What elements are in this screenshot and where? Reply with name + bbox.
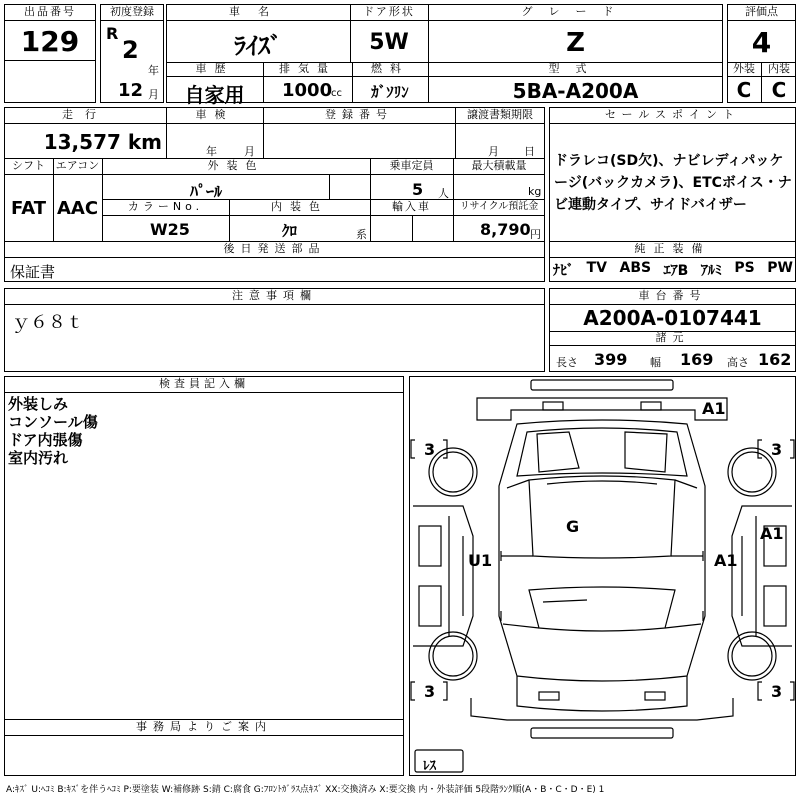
seats-unit: 人 xyxy=(438,187,449,200)
model-label: 型式 xyxy=(548,62,603,75)
damage-mark-front-right: A1 xyxy=(702,399,726,418)
height-label: 高さ xyxy=(727,356,749,369)
fuel-label: 燃料 xyxy=(371,62,409,75)
first-registration-label: 初度登録 xyxy=(110,5,154,18)
exterior-grade: C xyxy=(736,78,752,102)
inspector-label: 検査員記入欄 xyxy=(159,377,249,390)
tire-tread-rear-right: 3 xyxy=(771,682,783,701)
displacement-label: 排気量 xyxy=(279,62,336,75)
inspector-line: ドア内張傷 xyxy=(8,431,83,449)
reg-month: 12 xyxy=(118,80,144,101)
registration-number-label: 登録番号 xyxy=(325,108,393,121)
equipment-pw: PW xyxy=(767,260,793,276)
office-notice-label: 事務局よりご案内 xyxy=(136,720,272,733)
exterior-label: 外装 xyxy=(733,62,755,75)
exterior-color-label: 外装色 xyxy=(207,159,265,172)
later-parts-label: 後日発送部品 xyxy=(223,242,326,255)
notes-label: 注意事項欄 xyxy=(232,289,317,302)
ac: AAC xyxy=(56,198,99,219)
transfer-month-unit: 月 xyxy=(488,145,499,158)
mileage: 13,577 km xyxy=(43,130,162,154)
inspection-label: 車検 xyxy=(195,108,234,121)
max-load-unit: kg xyxy=(528,185,542,198)
month-unit: 月 xyxy=(148,88,159,101)
year-unit: 年 xyxy=(148,64,159,77)
ac-label: エアコン xyxy=(55,159,100,172)
interior-grade: C xyxy=(771,78,787,102)
interior-color-suffix: 系 xyxy=(356,228,367,241)
history-label: 車歴 xyxy=(195,62,234,75)
displacement: 1000 xyxy=(282,80,333,101)
inspection-year-unit: 年 xyxy=(206,145,217,158)
width: 169 xyxy=(680,350,714,369)
recycle-fee-unit: 円 xyxy=(530,228,541,241)
equipment-label: 純正装備 xyxy=(634,242,711,255)
fuel: ｶﾞｿﾘﾝ xyxy=(371,83,409,101)
notes-text: ｙ６８ｔ xyxy=(12,312,84,333)
inspector-line: 室内汚れ xyxy=(8,449,69,467)
model: 5BA-A200A xyxy=(512,79,639,103)
interior-label: 内装 xyxy=(768,62,790,75)
mileage-label: 走行 xyxy=(62,108,108,121)
inspector-line: コンソール傷 xyxy=(8,413,98,431)
damage-mark-left-door: U1 xyxy=(468,551,493,570)
inspector-line: 外装しみ xyxy=(8,395,69,413)
color-number: W25 xyxy=(150,220,190,239)
recycle-fee: 8,790 xyxy=(480,220,531,239)
spare-tire-mark: ﾚｽ xyxy=(423,759,436,774)
transfer-deadline-label: 譲渡書類期限 xyxy=(467,108,533,121)
damage-mark-roof: G xyxy=(566,517,580,536)
width-label: 幅 xyxy=(650,356,661,369)
exterior-color: ﾊﾟｰﾙ xyxy=(190,182,223,201)
later-parts: 保証書 xyxy=(10,263,56,281)
legend: A:ｷｽﾞ U:ﾍｺﾐ B:ｷｽﾞを伴うﾍｺﾐ P:要塗装 W:補修跡 S:錆 C:腐食 G:ﾌﾛﾝﾄｶﾞﾗｽ点ｷｽﾞ XX:交換済み X:要交換 内・外装評価 5段階ﾗﾝｸ順(A・B・C・D・E) 1 xyxy=(6,785,605,795)
car-name-label: 車名 xyxy=(229,5,287,18)
recycle-fee-label: リサイクル預託金 xyxy=(459,201,539,212)
score-label: 評価点 xyxy=(745,5,778,18)
inspection-month-unit: 月 xyxy=(244,145,255,158)
sales-points-label: セールスポイント xyxy=(604,108,740,121)
car-name: ﾗｲｽﾞ xyxy=(234,32,282,60)
interior-color: ｸﾛ xyxy=(282,222,298,240)
lot-number-label: 出品番号 xyxy=(24,5,76,18)
length: 399 xyxy=(594,350,628,369)
displacement-unit: cc xyxy=(331,88,342,99)
damage-mark-right-door: A1 xyxy=(714,551,738,570)
era: R xyxy=(106,24,119,43)
door-type: 5W xyxy=(369,30,409,55)
grade: Z xyxy=(566,28,585,58)
sales-points-text: ドラレコ(SD欠)、ナビレディパッケージ(バックカメラ)、ETCボイス・ナビ連動タイプ、サイドバイザー xyxy=(554,153,792,213)
tire-tread-front-right: 3 xyxy=(771,440,783,459)
tire-tread-rear-left: 3 xyxy=(424,682,436,701)
inspector-notes xyxy=(8,395,98,467)
reg-year: 2 xyxy=(122,36,139,64)
color-number-label: カラーNo. xyxy=(127,200,204,213)
interior-color-label: 内装色 xyxy=(271,200,328,213)
shift-label: シフト xyxy=(12,159,45,172)
transfer-day-unit: 日 xyxy=(524,145,535,158)
shift: FAT xyxy=(10,198,47,219)
equipment-abs: ABS xyxy=(619,260,652,276)
seats-label: 乗車定員 xyxy=(389,159,434,172)
damage-mark-right-side: A1 xyxy=(760,524,784,543)
equipment-nav: ﾅﾋﾞ xyxy=(553,263,574,279)
height: 162 xyxy=(758,350,792,369)
equipment-tv: TV xyxy=(586,260,607,276)
chassis-number: A200A-0107441 xyxy=(583,306,762,330)
max-load-label: 最大積載量 xyxy=(471,159,527,172)
car-diagram xyxy=(409,376,796,776)
specs-label: 諸元 xyxy=(655,331,690,344)
import-label: 輸入車 xyxy=(392,200,431,213)
score: 4 xyxy=(751,26,772,59)
equipment-alloy: ｱﾙﾐ xyxy=(700,263,722,279)
equipment-ps: PS xyxy=(734,260,755,276)
seats: 5 xyxy=(412,180,424,199)
length-label: 長さ xyxy=(556,356,578,369)
grade-label: グレード xyxy=(521,5,630,18)
lot-number: 129 xyxy=(20,25,80,58)
equipment-list xyxy=(553,260,793,280)
chassis-label: 車台番号 xyxy=(638,289,707,302)
tire-tread-front-left: 3 xyxy=(424,440,436,459)
door-label: ドア形状 xyxy=(363,5,415,18)
history: 自家用 xyxy=(184,83,245,107)
equipment-airbag: ｴｱB xyxy=(663,263,689,279)
